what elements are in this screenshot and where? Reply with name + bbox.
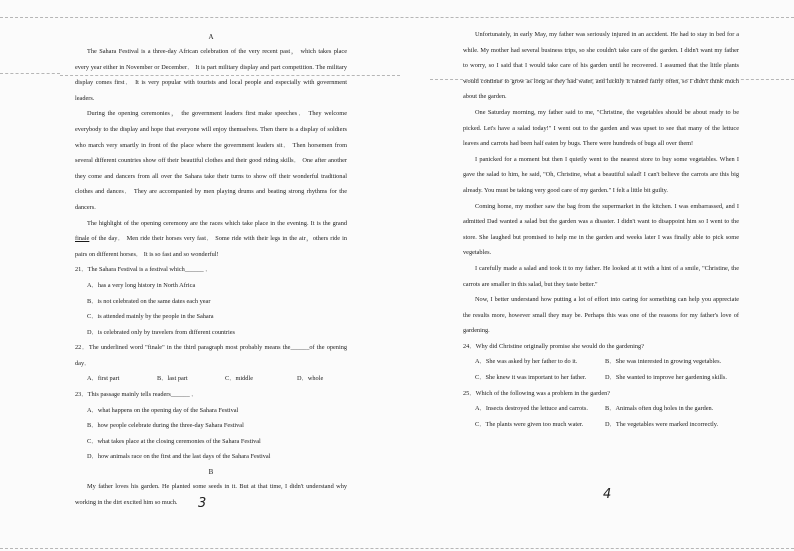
q21-option-c[interactable]: C．is attended mainly by the people in the Sahara [87, 313, 214, 321]
section-a-heading: A [208, 33, 214, 41]
q25-option-a[interactable]: A．Insects destroyed the lettuce and carrots. [475, 405, 588, 413]
q21-option-b[interactable]: B．is not celebrated on the same dates each year [87, 297, 211, 305]
dashed-line [0, 17, 794, 18]
dashed-line [0, 73, 60, 74]
question-21: 21．The Sahara Festival is a festival which______ ． [75, 266, 212, 274]
passage-b-paragraph-6: I carefully made a salad and took it to my father. He looked at it with a hint of a smile, "Christine, the carrots are smaller in this salad, but they taste better." [463, 264, 739, 288]
question-24: 24．Why did Christine originally promise she would do the gardening? [463, 342, 645, 350]
q24-option-b[interactable]: B．She was interested in growing vegetables. [605, 358, 722, 366]
q23-option-d[interactable]: D．how animals race on the first and the last days of the Sahara Festival [87, 453, 271, 461]
left-column [75, 30, 347, 510]
q22-option-c[interactable]: C．middle [225, 375, 253, 383]
passage-a-paragraph-1: The Sahara Festival is a three-day African celebration of the very recent past， which takes place every year either in November or December． It is part military display and part competition. The military display comes first． It is very popular with tourists and local people and especially with government leaders. [75, 48, 347, 102]
passage-b-paragraph-2: Unfortunately, in early May, my father was seriously injured in an accident. He had to stay in bed for a while. My mother had several business trips, so she couldn't take care of the garden. I didn't want my father to worry, so I said that I would take care of his garden until he recovered. I assumed that the little plants would continue to grow as long as they had water, and luckily it rained fairly often, so I didn't think much about the garden. [463, 31, 739, 101]
passage-b-paragraph-4: I panicked for a moment but then I quietly went to the nearest store to buy some vegetables. When I gave the salad to him, he said, "Oh, Christine, what a beautiful salad! I can't believe the carrots are this big already. You must be taking very good care of my garden." I felt a little bit guilty. [463, 155, 739, 194]
passage-a-paragraph-2: During the opening ceremonies， the government leaders first make speeches． They welcome everybody to the display and hope that everyone will enjoy themselves. Then there is a display of soldiers who march very smartly in front of the place where the government leaders sit． Then horsemen from several different countries show off their beautiful clothes and their good riding skills． One after another they come and dancers from all over the Sahara take their turns to show off their wonderful traditional clothes and dances． They are accompanied by men playing drums and beating strong rhythms for the dancers. [75, 110, 347, 211]
q23-option-c[interactable]: C．what takes place at the closing ceremonies of the Sahara Festival [87, 437, 261, 445]
dashed-line [0, 548, 794, 549]
paragraph-3-text-end: of the day． Men ride their horses very fast． Some ride with their legs in the air，others ride in pairs on different horses． It is so fast and so wonderful! [75, 235, 347, 258]
passage-a-paragraph-3 [75, 216, 347, 263]
q23-option-b[interactable]: B．how people celebrate during the three-day Sahara Festival [87, 422, 244, 430]
q24-option-a[interactable]: A．She was asked by her father to do it. [475, 358, 578, 366]
q25-options-row-1 [463, 401, 739, 417]
passage-b-paragraph-1: My father loves his garden. He planted some seeds in it. But at that time, I didn't understand why working in the dirt excited him so much. [75, 483, 347, 506]
q24-options-row-1 [463, 354, 739, 370]
q25-options-row-2 [463, 417, 739, 433]
page-number-left: 3 [198, 496, 207, 511]
question-25: 25．Which of the following was a problem in the garden? [463, 389, 611, 397]
passage-b-paragraph-5: Coming home, my mother saw the bag from the supermarket in the kitchen. I was embarrassed, and I admitted Dad wanted a salad but the garden was a disaster. I didn't want to disappoint him so I went to the store. She laughed but promised to help me in the garden and weeks later I was finally able to pick some vegetables. [463, 202, 739, 257]
q24-options-row-2 [463, 370, 739, 386]
page-number-right: 4 [603, 487, 612, 502]
q25-option-b[interactable]: B．Animals often dug holes in the garden. [605, 405, 714, 413]
passage-b-paragraph-7: Now, I better understand how putting a lot of effort into caring for something can help you appreciate the results more, however small they may be. Perhaps this was one of the reasons for my father's love of gardening. [463, 296, 739, 335]
q22-option-b[interactable]: B．last part [157, 375, 188, 383]
paragraph-3-text-start: The highlight of the opening ceremony are the races which take place in the evening. It is the grand [87, 219, 347, 227]
passage-b-paragraph-3: One Saturday morning, my father said to me, "Christine, the vegetables should be about ready to be picked. Let's have a salad today!" I went out to the garden and was upset to see that many of the lettuce leaves and carrots had been half eaten by bugs. There were hundreds of bugs all over them! [463, 108, 739, 148]
q22-option-a[interactable]: A．first part [87, 375, 120, 383]
section-b-heading: B [208, 468, 214, 477]
q25-option-d[interactable]: D．The vegetables were marked incorrectly. [605, 420, 719, 428]
right-column [463, 27, 739, 432]
q22-options [75, 371, 347, 387]
underlined-word-finale: finale [75, 235, 90, 243]
q23-option-a[interactable]: A．what happens on the opening day of the Sahara Festival [87, 406, 239, 414]
q25-option-c[interactable]: C．The plants were given too much water. [475, 420, 584, 428]
q24-option-d[interactable]: D．She wanted to improve her gardening skills. [605, 374, 727, 382]
q22-option-d[interactable]: D．whole [297, 375, 324, 383]
question-23: 23．This passage mainly tells readers______ ． [75, 391, 198, 399]
q21-option-a[interactable]: A．has a very long history in North Africa [87, 281, 196, 289]
question-22: 22．The underlined word "finale" in the third paragraph most probably means the______of the opening day． [75, 344, 347, 367]
q24-option-c[interactable]: C．She knew it was important to her father. [475, 374, 587, 382]
q21-option-d[interactable]: D．is celebrated only by travelers from different countries [87, 328, 235, 336]
